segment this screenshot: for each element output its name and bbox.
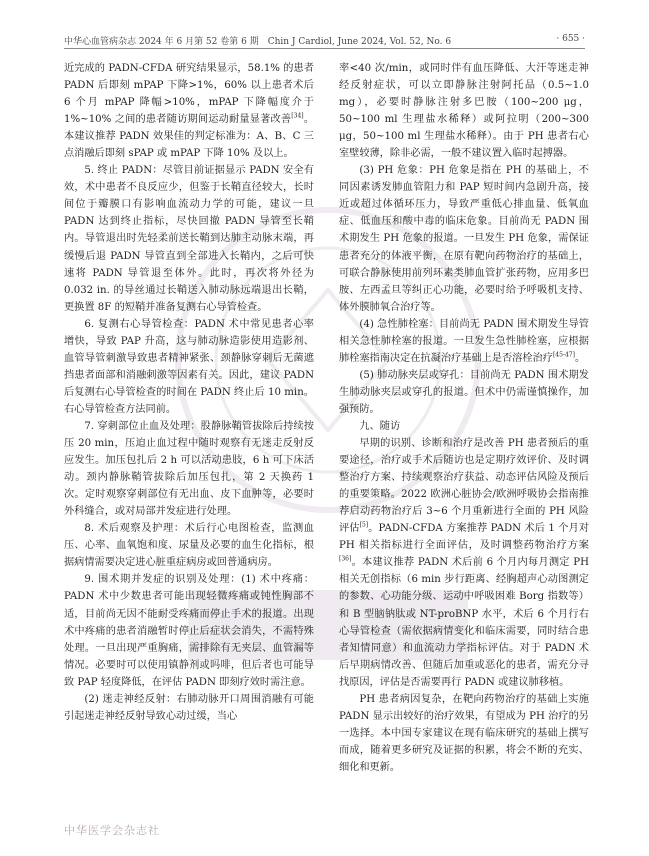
- paragraph-ph-crisis: (3) PH 危象：PH 危象是指在 PH 的基础上，不同因素诱发肺血管阻力和 PAP 短时间内急剧升高，接近或超过体循环压力，导致严重低心排血量、低氧血症、低血压和酸中毒的临床危象。目前尚无 PADN 围术期发生 PH 危象的报道。一旦发生 PH 危象，需保证患者充分的体液平衡，在原有靶向药物治疗的基础上，可联合静脉使用前列环素类肺血管扩张药物，应用多巴胺、左西孟旦等纠正心功能，必要时给予呼吸机支持、体外膜肺氧合治疗等。: [339, 165, 589, 313]
- running-header: [64, 34, 585, 49]
- paragraph-puncture-site: 7. 穿刺部位止血及处理：股静脉鞘管拔除后持续按压 20 min，压迫止血过程中随时观察有无迷走反射反应发生。加压包扎后 2 h 可以活动患肢，6 h 可下床活动。颈内静脉鞘管拔除后加压包扎，第 2 天换药 1 次。定时观察穿刺部位有无出血、皮下血肿等，必要时外科缝合，或对局部并发症进行处理。: [64, 420, 314, 518]
- paragraph-dissection: (5) 肺动脉夹层或穿孔：目前尚无 PADN 围术期发生肺动脉夹层或穿孔的报道。但术中仍需谨慎操作，加强预防。: [339, 369, 589, 415]
- paragraph-complications: 9. 围术期并发症的识别及处理：(1) 术中疼痛：PADN 术中少数患者可能出现轻微疼痛或钝性胸部不适，目前尚无因不能耐受疼痛而停止手术的报道。出现术中疼痛的患者消融暂时停止后症状会消失，不需特殊处理。一旦出现严重胸痛，需排除有无夹层、血管漏等情况。必要时可以使用镇静剂或吗啡，但后者也可能导致 PAP 轻度降低，在评估 PADN 即刻疗效时需注意。: [64, 574, 314, 688]
- paragraph-followup: 早期的识别、诊断和治疗是改善 PH 患者预后的重要途径，治疗或手术后随访也是定期疗效评价、及时调整治疗方案、持续观察治疗获益、动态评估风险及预后的重要策略。2022 欧洲心脏协会/欧洲呼吸协会指南推荐启动药物治疗后 3~6 个月重新进行全面的 PH 风险评估[5]。PADN-CFDA 方案推荐 PADN 术后 1 个月对 PH 相关指标进行全面评估，及时调整药物治疗方案[36]。本建议推荐 PADN 术后前 6 个月内每月测定 PH 相关无创指标（6 min 步行距离、经胸超声心动图测定的参数、心功能分级、运动中呼吸困难 Borg 指数等）和 B 型脑钠肽或 NT-proBNP 水平，术后 6 个月行右心导管检查（需依据病情变化和临床需要，同时结合患者知情同意）和血流动力学指标评估。对于 PADN 术后早期病情改善、但随后加重或恶化的患者，需充分寻找原因，评估是否需要再行 PADN 或建议肺移植。: [339, 438, 590, 688]
- paragraph-postop-care: 8. 术后观察及护理：术后行心电图检查，监测血压、心率、血氧饱和度、尿量及必要的血生化指标，根据病情需要决定进心脏重症病房或回普通病房。: [64, 523, 314, 569]
- paragraph-repeat-rhc: 6. 复测右心导管检查：PADN 术中常见患者心率增快，导致 PAP 升高，这与肺动脉造影使用造影剂、血管导管刺激导致患者精神紧张、颈静脉穿刺后无菌遮挡患者面部和消融刺激等因素有关。因此，建议 PADN 后复测右心导管检查的时间在 PADN 终止后 10 min。右心导管检查方法同前。: [64, 318, 314, 415]
- paragraph-pulmonary-embolism: (4) 急性肺栓塞：目前尚无 PADN 围术期发生导管相关急性肺栓塞的报道。一旦发生急性肺栓塞，应根据肺栓塞指南决定在抗凝治疗基础上是否溶栓治疗[45-47]。: [339, 318, 589, 364]
- paragraph-end-padn: 5. 终止 PADN：尽管目前证据显示 PADN 安全有效，术中患者不良反应少，但鉴于长鞘直径较大，长时间位于瓣膜口有影响血流动力学的可能，建议一旦 PADN 达到终止指标，尽快回撤 PADN 导管至长鞘内。导管退出时先轻柔前送长鞘到达肺主动脉末端，再缓慢后退 PADN 导管直到全部进入长鞘内，之后可快速将 PADN 导管退至体外。此时，再次将外径为 0.032 in. 的导丝通过长鞘送入肺动脉远端退出长鞘，更换置 8F 的短鞘并准备复测右心导管检查。: [64, 165, 314, 313]
- right-column: [339, 60, 589, 776]
- paragraph: 近完成的 PADN-CFDA 研究结果显示，58.1% 的患者 PADN 后即刻 mPAP 下降>1%，60% 以上患者术后 6 个月 mPAP 降幅>10%，mPAP 下降幅度介于 1%~10% 之间的患者随访期间运动耐量显著改善[34]。本建议推荐 PADN 效果佳的判定标准为：A、B、C 三点消融后即刻 sPAP 或 mPAP 下降 10% 及以上。: [64, 63, 315, 160]
- section-heading-followup: 九、随访: [359, 420, 401, 432]
- paragraph-conclusion: PH 患者病因复杂，在靶向药物治疗的基础上实施 PADN 显示出较好的治疗效果，有望成为 PH 治疗的另一选择。本中国专家建议在现有临床研究的基础上撰写而成，随着更多研究及证据的积累，将会不断的充实、细化和更新。: [339, 693, 589, 773]
- paragraph-vagal-reflex: (2) 迷走神经反射：右肺动脉开口周围消融有可能引起迷走神经反射导致心动过缓，当心: [64, 693, 314, 722]
- page-number: · 655 ·: [556, 34, 585, 44]
- left-column: [64, 60, 314, 725]
- journal-citation: 中华心血管病杂志 2024 年 6 月第 52 卷第 6 期 Chin J Cardiol, June 2024, Vol. 52, No. 6: [64, 37, 452, 47]
- publisher-footer: 中华医学会杂志社: [64, 824, 160, 837]
- paragraph-vagal-cont: 率<40 次/min，或同时伴有血压降低、大汗等迷走神经反射症状，可以立即静脉注射阿托品（0.5~1.0 mg），必要时静脉注射多巴胺（100~200 μg，50~100 ml 生理盐水稀释）或阿拉明（200~300 μg，50~100 ml 生理盐水稀释）。由于 PH 患者右心室壁较薄，除非必需，一般不建议置入临时起搏器。: [339, 63, 589, 160]
